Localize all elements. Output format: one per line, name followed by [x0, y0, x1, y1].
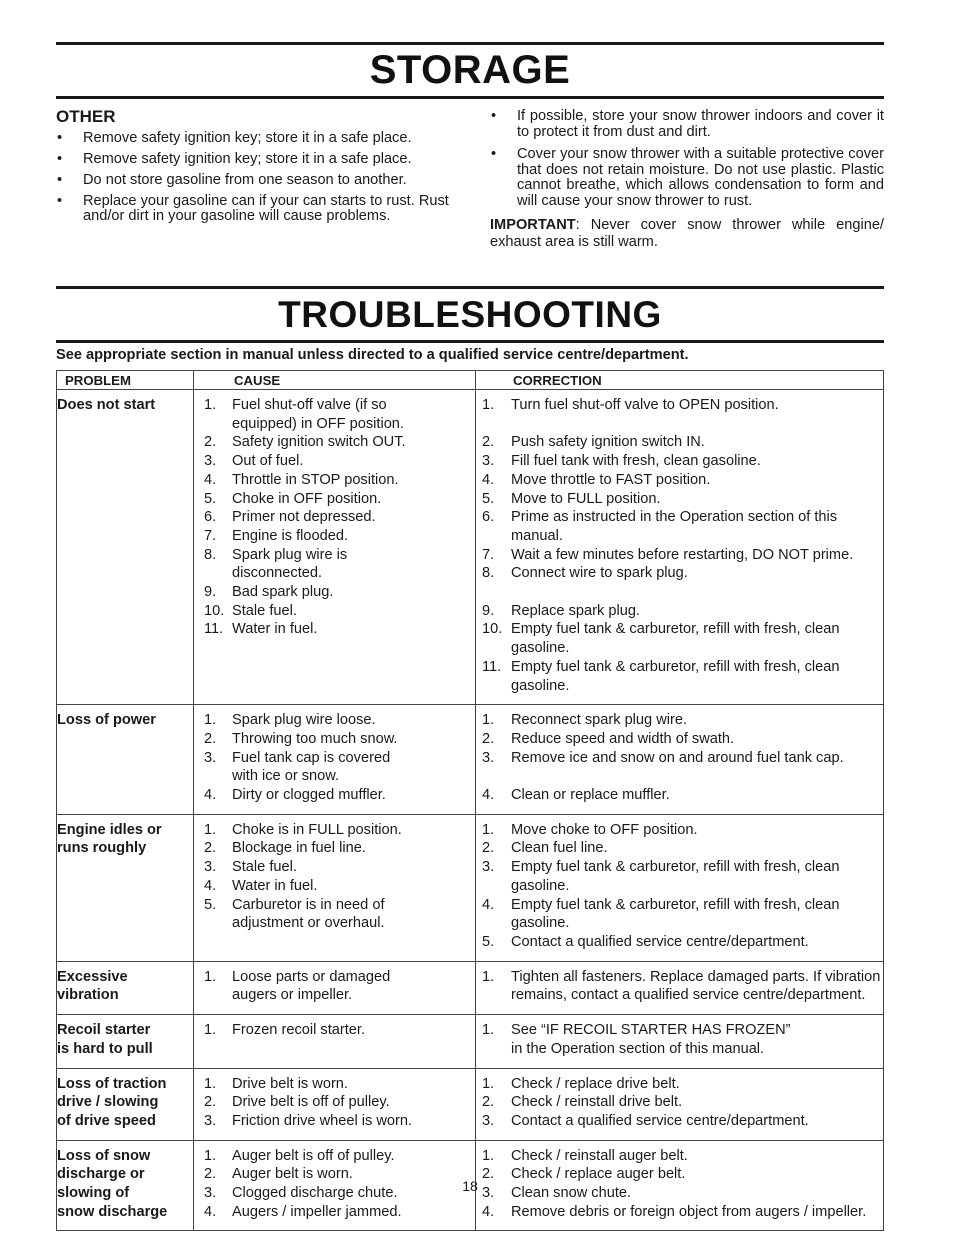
list-item: • Remove safety ignition key; store it in a safe place.: [56, 152, 451, 167]
list-item: [476, 564, 883, 601]
item-text: See “IF RECOIL STARTER HAS FROZEN”: [511, 1022, 791, 1039]
storage-bottom-rule: [56, 96, 884, 99]
item-text: with ice or snow.: [232, 768, 340, 785]
storage-left-bullets: [56, 131, 451, 224]
item-text: Engine is flooded.: [232, 527, 349, 544]
table-row: [57, 705, 884, 815]
item-number: 7.: [204, 527, 217, 544]
item-number: 3.: [204, 453, 217, 470]
item-text: Out of fuel.: [232, 453, 304, 470]
item-text: Remove debris or foreign object from augers / impeller.: [511, 1203, 867, 1220]
item-text: Carburetor is in need of: [232, 896, 385, 913]
problem-cell: [57, 390, 194, 705]
list-item: [194, 858, 475, 877]
problem-text: snow discharge: [57, 1203, 168, 1220]
important-note: [490, 217, 884, 252]
item-number: 1.: [482, 712, 495, 729]
item-text: Check / replace auger belt.: [511, 1166, 686, 1183]
table-row: [57, 961, 884, 1014]
item-number: 2.: [482, 1094, 495, 1111]
list-item: [476, 508, 883, 545]
cause-cell: [194, 814, 476, 961]
item-number: 4.: [482, 1203, 495, 1220]
item-number: 6.: [482, 509, 495, 526]
item-number: 4.: [482, 471, 495, 488]
item-text: Fuel shut-off valve (if so: [232, 397, 387, 413]
problem-text: Does not start: [57, 397, 156, 413]
item-number: 1.: [204, 1147, 217, 1164]
problem-text: Loss of power: [57, 712, 156, 729]
item-text: Fuel tank cap is covered: [232, 749, 391, 766]
item-text: Contact a qualified service centre/department.: [511, 1112, 809, 1129]
problem-text: Engine idles or: [57, 821, 162, 838]
storage-right-column: [490, 109, 884, 252]
list-item: [194, 471, 475, 490]
item-number: 2.: [204, 1166, 217, 1183]
item-number: 10.: [482, 621, 503, 638]
item-text: [511, 415, 883, 434]
correction-list: [476, 711, 883, 805]
list-item: [476, 821, 883, 840]
troubleshooting-bottom-rule: [56, 340, 884, 343]
item-text: Choke in OFF position.: [232, 490, 382, 507]
list-item: [476, 1112, 883, 1131]
list-item: [476, 620, 883, 657]
list-item: • Replace your gasoline can if your can starts to rust. Rust and/or dirt in your gasoline will cause problems.: [56, 194, 451, 224]
correction-list: [476, 1075, 883, 1131]
item-number: 2.: [204, 1094, 217, 1111]
problem-text: Loss of snow: [57, 1147, 151, 1164]
list-item: [194, 1093, 475, 1112]
list-item: [476, 546, 883, 565]
cause-cell: [194, 390, 476, 705]
list-item: [476, 396, 883, 433]
correction-cell: [476, 814, 884, 961]
important-text: : Never cover snow thrower while engine/ exhaust area is still warm.: [490, 216, 884, 251]
list-item: [476, 858, 883, 895]
list-item: [476, 730, 883, 749]
list-item: [194, 1147, 475, 1166]
item-text: Clean or replace muffler.: [511, 787, 670, 804]
list-item: [476, 602, 883, 621]
item-number: 3.: [482, 1185, 495, 1202]
item-number: 4.: [204, 787, 217, 804]
item-text: Primer not depressed.: [232, 509, 376, 526]
list-item: [476, 839, 883, 858]
item-text: Move choke to OFF position.: [511, 821, 698, 838]
troubleshooting-table: [56, 370, 884, 1231]
item-number: 3.: [204, 1112, 217, 1129]
table-row: [57, 1068, 884, 1140]
other-heading: OTHER: [56, 107, 116, 126]
item-text: remains, contact a qualified service centre/department.: [511, 987, 866, 1004]
troubleshooting-top-rule: [56, 286, 884, 289]
list-item: [476, 968, 883, 1005]
cause-cell: [194, 1015, 476, 1068]
item-text: in the Operation section of this manual.: [511, 1040, 765, 1057]
correction-cell: [476, 1015, 884, 1068]
cause-list: [194, 1021, 475, 1040]
item-text: Spark plug wire loose.: [232, 712, 376, 729]
item-text: adjustment or overhaul.: [232, 915, 385, 932]
item-number: 3.: [204, 749, 217, 766]
troubleshooting-table-body: [57, 390, 884, 1231]
list-item: [476, 1075, 883, 1094]
item-text: Augers / impeller jammed.: [232, 1203, 402, 1220]
item-text: Move throttle to FAST position.: [511, 471, 711, 488]
item-number: 3.: [482, 1112, 495, 1129]
item-number: 3.: [204, 859, 217, 876]
list-item: [194, 1021, 475, 1040]
list-item: [194, 546, 475, 583]
cause-cell: [194, 961, 476, 1014]
list-item: [476, 896, 883, 933]
item-number: 1.: [204, 1022, 217, 1039]
list-item: [476, 658, 883, 695]
item-number: 7.: [482, 546, 495, 563]
item-text: Auger belt is off of pulley.: [232, 1147, 395, 1164]
table-row: [57, 814, 884, 961]
item-text: Contact a qualified service centre/department.: [511, 933, 809, 950]
problem-text: drive / slowing: [57, 1094, 159, 1111]
item-number: 1.: [482, 397, 495, 413]
correction-list: [476, 821, 883, 952]
item-text: Empty fuel tank & carburetor, refill with fresh, clean gasoline.: [511, 859, 840, 894]
item-number: 1.: [204, 968, 217, 985]
list-item: [194, 896, 475, 933]
problem-cell: [57, 814, 194, 961]
item-text: Friction drive wheel is worn.: [232, 1112, 413, 1129]
item-text: Throttle in STOP position.: [232, 471, 399, 488]
table-row: [57, 390, 884, 705]
list-item: [194, 730, 475, 749]
item-number: 8.: [482, 565, 495, 582]
list-item: [194, 1203, 475, 1222]
problem-text: of drive speed: [57, 1112, 156, 1129]
item-text: Check / replace drive belt.: [511, 1075, 680, 1092]
item-number: 6.: [204, 509, 217, 526]
cause-cell: [194, 705, 476, 815]
item-text: Spark plug wire is: [232, 546, 348, 563]
item-text: [511, 767, 883, 786]
item-text: Drive belt is worn.: [232, 1075, 348, 1092]
list-item: [194, 620, 475, 639]
item-text: Reduce speed and width of swath.: [511, 730, 735, 747]
table-row: [57, 1015, 884, 1068]
item-number: 3.: [204, 1185, 217, 1202]
item-number: 2.: [204, 840, 217, 857]
item-number: 8.: [204, 546, 217, 563]
item-number: 3.: [482, 749, 495, 766]
list-item: [194, 583, 475, 602]
item-text: Stale fuel.: [232, 859, 297, 876]
list-item: [194, 749, 475, 786]
list-item: [476, 433, 883, 452]
item-text: Move to FULL position.: [511, 490, 661, 507]
list-item: [194, 968, 475, 1005]
correction-list: [476, 1021, 883, 1058]
item-number: 11.: [482, 658, 502, 675]
list-item: [476, 1093, 883, 1112]
item-text: augers or impeller.: [232, 987, 353, 1004]
item-text: disconnected.: [232, 565, 323, 582]
item-text: Frozen recoil starter.: [232, 1022, 366, 1039]
item-number: 9.: [482, 602, 495, 619]
problem-cell: [57, 1015, 194, 1068]
problem-text: Loss of traction: [57, 1075, 167, 1092]
problem-text: discharge or: [57, 1166, 145, 1183]
list-item: [476, 711, 883, 730]
list-item: [476, 452, 883, 471]
problem-text: vibration: [57, 987, 119, 1004]
item-number: 1.: [204, 397, 217, 413]
item-number: 1.: [482, 1022, 495, 1039]
problem-text: Recoil starter: [57, 1022, 151, 1039]
item-text: Bad spark plug.: [232, 584, 334, 601]
item-number: 1.: [482, 821, 495, 838]
item-text: Choke is in FULL position.: [232, 821, 402, 838]
storage-right-bullets: [490, 109, 884, 210]
item-number: 4.: [204, 471, 217, 488]
item-text: Wait a few minutes before restarting, DO NOT prime.: [511, 546, 854, 563]
item-number: 1.: [204, 821, 217, 838]
item-number: 4.: [204, 877, 217, 894]
item-number: 9.: [204, 584, 217, 601]
item-text: Clean fuel line.: [511, 840, 608, 857]
item-number: 2.: [482, 840, 495, 857]
item-text: Check / reinstall drive belt.: [511, 1094, 683, 1111]
item-number: 3.: [482, 859, 495, 876]
list-item: [476, 1203, 883, 1222]
cause-list: [194, 396, 475, 639]
item-number: 5.: [204, 490, 217, 507]
list-item: • Cover your snow thrower with a suitable protective cover that does not retain moisture. Do not use plastic. Plastic cannot breathe, which allows condensation to form and will cause your snow thrower to rust.: [490, 147, 884, 209]
page-number: 18: [462, 1178, 478, 1194]
problem-cell: [57, 705, 194, 815]
item-number: 1.: [482, 1147, 495, 1164]
problem-text: runs roughly: [57, 840, 147, 857]
list-item: • Remove safety ignition key; store it in a safe place.: [56, 131, 451, 146]
item-number: 2.: [482, 730, 495, 747]
correction-cell: [476, 705, 884, 815]
list-item: [194, 396, 475, 433]
item-text: Water in fuel.: [232, 877, 318, 894]
problem-text: Excessive: [57, 968, 128, 985]
list-item: [476, 933, 883, 952]
item-number: 1.: [482, 1075, 495, 1092]
problem-text: is hard to pull: [57, 1040, 153, 1057]
item-text: Auger belt is worn.: [232, 1166, 353, 1183]
item-text: Throwing too much snow.: [232, 730, 398, 747]
list-item: [476, 786, 883, 805]
correction-cell: [476, 390, 884, 705]
cause-list: [194, 968, 475, 1005]
item-number: 10.: [204, 602, 225, 619]
item-number: 2.: [482, 434, 495, 451]
important-label: IMPORTANT: [490, 216, 576, 233]
item-text: Clogged discharge chute.: [232, 1185, 398, 1202]
item-number: 2.: [204, 730, 217, 747]
correction-cell: [476, 961, 884, 1014]
item-text: equipped) in OFF position.: [232, 415, 404, 432]
cause-cell: [194, 1068, 476, 1140]
item-text: Empty fuel tank & carburetor, refill with fresh, clean gasoline.: [511, 658, 840, 694]
problem-text: slowing of: [57, 1185, 130, 1202]
list-item: [194, 821, 475, 840]
item-text: Drive belt is off of pulley.: [232, 1094, 390, 1111]
item-text: Replace spark plug.: [511, 602, 640, 619]
correction-cell: [476, 1068, 884, 1140]
item-number: 5.: [204, 896, 217, 913]
list-item: [194, 839, 475, 858]
cause-list: [194, 1075, 475, 1131]
item-text: Reconnect spark plug wire.: [511, 712, 688, 729]
list-item: [194, 527, 475, 546]
list-item: [194, 1075, 475, 1094]
item-number: 1.: [204, 1075, 217, 1092]
storage-top-rule: [56, 42, 884, 45]
item-text: Empty fuel tank & carburetor, refill with fresh, clean gasoline.: [511, 896, 840, 932]
list-item: [194, 711, 475, 730]
list-item: [194, 433, 475, 452]
item-number: 11.: [204, 621, 224, 638]
item-number: 1.: [204, 712, 217, 729]
list-item: [476, 1021, 883, 1058]
list-item: [476, 471, 883, 490]
item-text: Dirty or clogged muffler.: [232, 787, 386, 804]
list-item: [194, 452, 475, 471]
storage-left-column: [56, 107, 451, 230]
cause-list: [194, 711, 475, 805]
item-text: Blockage in fuel line.: [232, 840, 366, 857]
item-text: Water in fuel.: [232, 621, 318, 638]
item-number: 4.: [482, 896, 495, 913]
list-item: [194, 602, 475, 621]
list-item: [194, 877, 475, 896]
list-item: • If possible, store your snow thrower indoors and cover it to protect it from dust and dirt.: [490, 109, 884, 140]
item-number: 2.: [482, 1166, 495, 1183]
item-text: Tighten all fasteners. Replace damaged parts. If vibration: [511, 968, 881, 985]
item-text: Stale fuel.: [232, 602, 297, 619]
item-text: Loose parts or damaged: [232, 968, 391, 985]
item-text: [511, 583, 883, 602]
item-text: Empty fuel tank & carburetor, refill with fresh, clean gasoline.: [511, 621, 840, 657]
item-text: Remove ice and snow on and around fuel tank cap.: [511, 749, 844, 766]
correction-list: [476, 968, 883, 1005]
list-item: [476, 1147, 883, 1166]
item-text: Safety ignition switch OUT.: [232, 434, 406, 451]
cause-list: [194, 821, 475, 933]
item-number: 1.: [482, 968, 495, 985]
item-text: Push safety ignition switch IN.: [511, 434, 705, 451]
list-item: [194, 786, 475, 805]
item-number: 2.: [204, 434, 217, 451]
problem-cell: [57, 1068, 194, 1140]
item-text: Connect wire to spark plug.: [511, 565, 688, 582]
item-text: Check / reinstall auger belt.: [511, 1147, 688, 1164]
correction-list: [476, 396, 883, 695]
header-problem: PROBLEM: [57, 371, 194, 390]
list-item: [476, 490, 883, 509]
item-text: Clean snow chute.: [511, 1185, 632, 1202]
item-text: Turn fuel shut-off valve to OPEN position.: [511, 397, 779, 413]
list-item: [194, 508, 475, 527]
table-header-row: [57, 371, 884, 390]
list-item: [194, 490, 475, 509]
troubleshooting-title: TROUBLESHOOTING: [278, 294, 662, 335]
list-item: • Do not store gasoline from one season to another.: [56, 173, 451, 188]
list-item: [194, 1112, 475, 1131]
problem-cell: [57, 961, 194, 1014]
item-number: 4.: [204, 1203, 217, 1220]
item-number: 5.: [482, 490, 495, 507]
item-number: 4.: [482, 787, 495, 804]
troubleshooting-intro: See appropriate section in manual unless directed to a qualified service centre/department.: [56, 347, 689, 363]
item-number: 3.: [482, 453, 495, 470]
item-text: Prime as instructed in the Operation section of this manual.: [511, 509, 838, 544]
header-correction: CORRECTION: [476, 371, 884, 390]
list-item: [476, 749, 883, 786]
item-text: Fill fuel tank with fresh, clean gasoline.: [511, 453, 761, 470]
storage-title: STORAGE: [369, 48, 571, 92]
header-cause: CAUSE: [194, 371, 476, 390]
item-number: 5.: [482, 933, 495, 950]
